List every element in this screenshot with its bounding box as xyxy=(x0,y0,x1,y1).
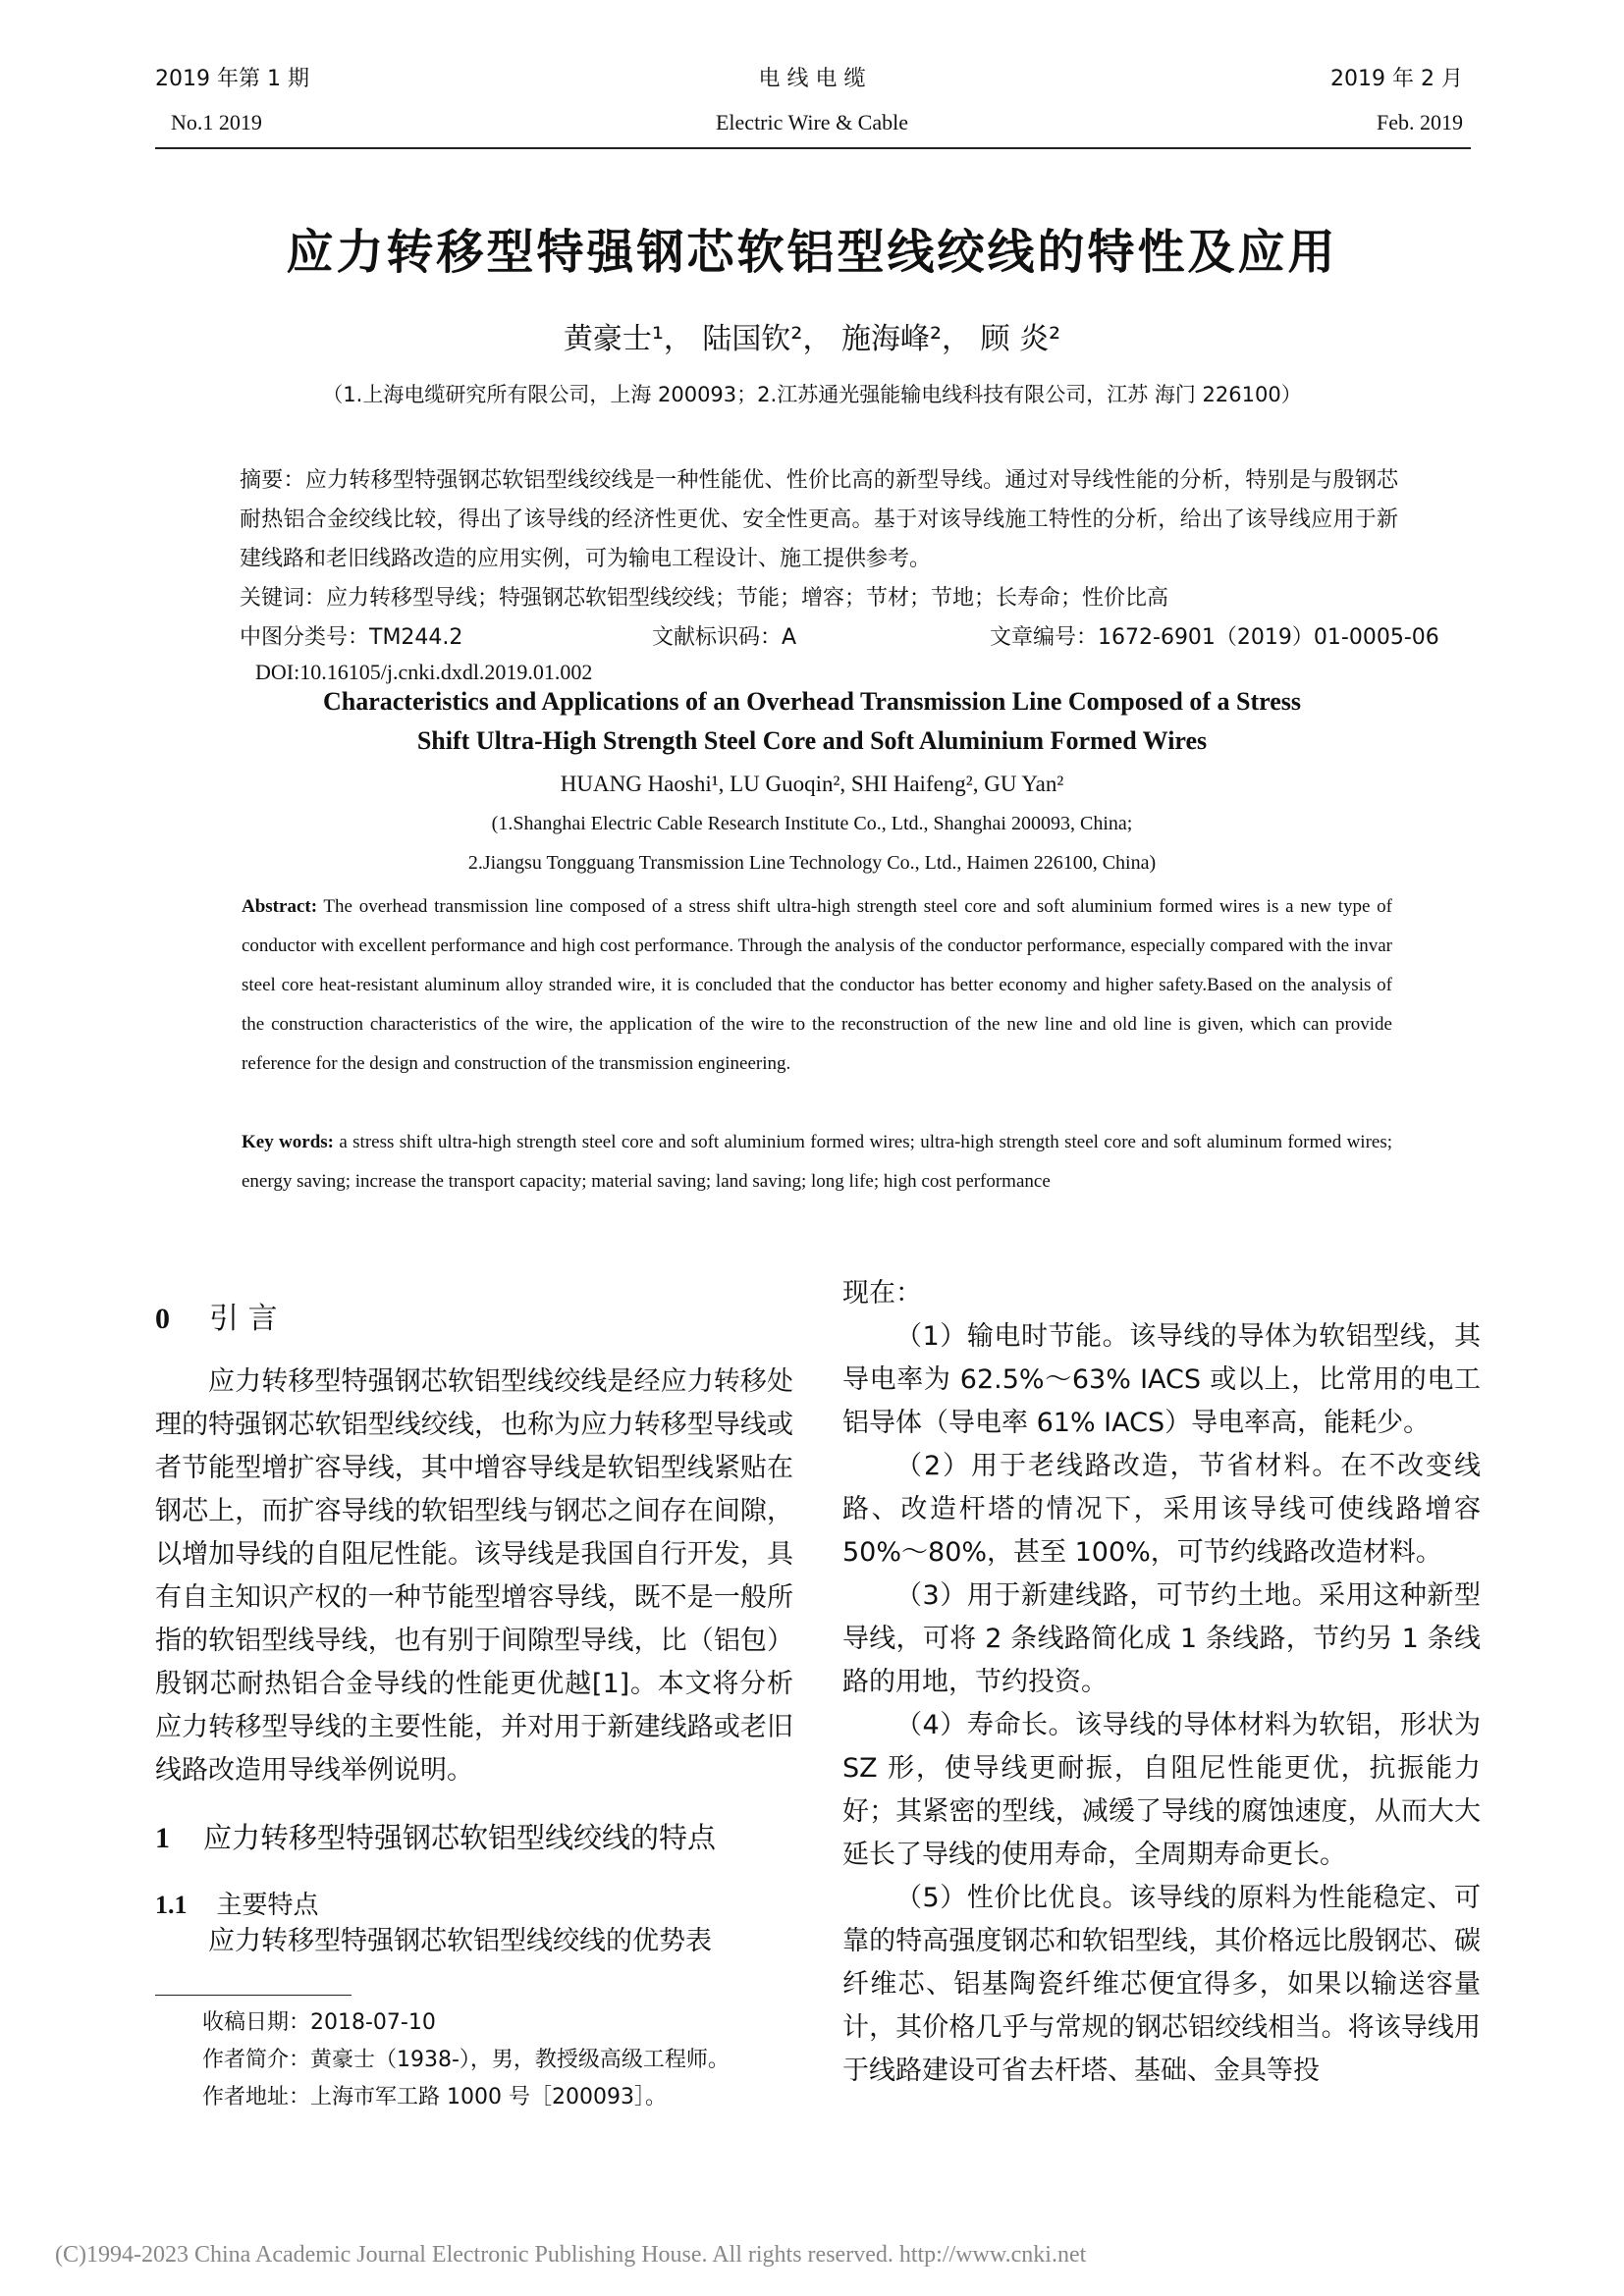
doc-value: A xyxy=(782,625,797,650)
subsection-1-1-heading xyxy=(155,1885,319,1921)
advantage-item-4: （4）寿命长。该导线的导体材料为软铝，形状为 SZ 形，使导线更耐振，自阻尼性能更优，抗振能力好；其紧密的型线，减缓了导线的腐蚀速度，从而大大延长了导线的使用寿命，全周期寿命更长。 xyxy=(842,1710,1481,1870)
footnote-author-bio: 作者简介：黄豪士（1938-），男，教授级高级工程师。 xyxy=(202,2048,730,2072)
clc-value: TM244.2 xyxy=(369,625,463,650)
abstract-en-label: Abstract: xyxy=(242,896,318,917)
header-date-en: Feb. 2019 xyxy=(1377,110,1463,134)
clc-label: 中图分类号： xyxy=(240,625,370,650)
intro-text xyxy=(155,1361,793,1792)
abstract-cn xyxy=(240,461,1398,579)
section-1-number: 1 xyxy=(155,1822,170,1854)
keywords-en-text: a stress shift ultra-high strength steel core and soft aluminium formed wires; ultra-high strength steel core and soft aluminum formed wires; energy saving; increase the transport capacity; material saving; land saving; long life; high cost performance xyxy=(242,1132,1392,1192)
section-1-heading xyxy=(155,1816,716,1856)
doi: DOI:10.16105/j.cnki.dxdl.2019.01.002 xyxy=(255,660,593,684)
section-0-heading xyxy=(155,1294,278,1337)
abstract-en-text: The overhead transmission line composed of a stress shift ultra-high strength steel core and soft aluminium formed wires is a new type of conductor with excellent performance and high cost performance. Through the analysis of the conductor performance, especially compared with the invar steel core heat-resistant aluminum alloy stranded wire, it is concluded that the conductor has better economy and higher safety.Based on the analysis of the construction characteristics of the wire, the application of the wire to the reconstruction of the new line and old line is given, which can provide reference for the design and construction of the transmission engineering. xyxy=(242,896,1392,1074)
article-title-cn: 应力转移型特强钢芯软铝型线绞线的特性及应用 xyxy=(286,225,1338,280)
keywords-en-label: Key words: xyxy=(242,1132,335,1152)
subsection-1-1-paragraph: 应力转移型特强钢芯软铝型线绞线的优势表 xyxy=(208,1926,712,1956)
subsection-1-1-text xyxy=(155,1920,793,1963)
header-date-cn: 2019 年 2 月 xyxy=(1330,67,1463,91)
right-column xyxy=(842,1272,1481,2093)
article-title-en-line2: Shift Ultra-High Strength Steel Core and Soft Aluminium Formed Wires xyxy=(416,726,1208,755)
advantage-item-2: （2）用于老线路改造，节省材料。在不改变线路、改造杆塔的情况下，采用该导线可使线路增容 50%～80%，甚至 100%，可节约线路改造材料。 xyxy=(842,1451,1481,1568)
section-0-number: 0 xyxy=(155,1303,170,1335)
advantage-item-5: （5）性价比优良。该导线的原料为性能稳定、可靠的特高强度钢芯和软铝型线，其价格远比殷钢芯、碳纤维芯、铝基陶瓷纤维芯便宜得多，如果以输送容量计，其价格几乎与常规的钢芯铝绞线相当。将该导线用于线路建设可省去杆塔、基础、金具等投 xyxy=(842,1883,1481,2086)
header-journal-en: Electric Wire & Cable xyxy=(715,110,908,134)
authors-en: HUANG Haoshi¹, LU Guoqin², SHI Haifeng², GU Yan² xyxy=(560,772,1064,796)
keywords-cn xyxy=(240,579,1398,618)
header-issue-cn: 2019 年第 1 期 xyxy=(155,67,309,91)
keywords-cn-label: 关键词： xyxy=(240,586,327,611)
keywords-cn-text: 应力转移型导线；特强钢芯软铝型线绞线；节能；增容；节材；节地；长寿命；性价比高 xyxy=(326,586,1169,611)
footnote-received: 收稿日期：2018-07-10 xyxy=(202,2010,436,2035)
header-rule xyxy=(155,147,1471,149)
header-issue-en: No.1 2019 xyxy=(171,110,262,134)
header-journal-cn: 电 线 电 缆 xyxy=(758,67,866,91)
copyright-notice: (C)1994-2023 China Academic Journal Electronic Publishing House. All rights reserved. http://www.cnki.net xyxy=(55,2242,1087,2268)
authors-cn: 黄豪士¹， 陆国钦²， 施海峰²， 顾 炎² xyxy=(563,322,1061,356)
article-label: 文章编号： xyxy=(990,625,1099,650)
footnote-address: 作者地址：上海市军工路 1000 号［200093］。 xyxy=(202,2085,667,2109)
abstract-en xyxy=(242,887,1392,1084)
intro-paragraph: 应力转移型特强钢芯软铝型线绞线是经应力转移处理的特强钢芯软铝型线绞线，也称为应力转移型导线或者节能型增扩容导线，其中增容导线是软铝型线紧贴在钢芯上，而扩容导线的软铝型线与钢芯之间存在间隙，以增加导线的自阻尼性能。该导线是我国自行开发，具有自主知识产权的一种节能型增容导线，既不是一般所指的软铝型线导线，也有别于间隙型导线，比（铝包）殷钢芯耐热铝合金导线的性能更优越[1]。本文将分析应力转移型导线的主要性能，并对用于新建线路或老旧线路改造用导线举例说明。 xyxy=(155,1366,793,1786)
affiliation-en-line1: (1.Shanghai Electric Cable Research Institute Co., Ltd., Shanghai 200093, China; xyxy=(491,813,1133,834)
article-title-en-line1: Characteristics and Applications of an Overhead Transmission Line Composed of a Stress xyxy=(322,687,1301,716)
subsection-1-1-title: 主要特点 xyxy=(216,1891,319,1920)
section-0-title: 引 言 xyxy=(209,1302,278,1336)
abstract-cn-text: 应力转移型特强钢芯软铝型线绞线是一种性能优、性价比高的新型导线。通过对导线性能的分析，特别是与殷钢芯耐热铝合金绞线比较，得出了该导线的经济性更优、安全性更高。基于对该导线施工特性的分析，给出了该导线应用于新建线路和老旧线路改造的应用实例，可为输电工程设计、施工提供参考。 xyxy=(240,468,1398,571)
affiliation-en-line2: 2.Jiangsu Tongguang Transmission Line Technology Co., Ltd., Haimen 226100, China) xyxy=(467,852,1157,874)
document-code xyxy=(652,620,796,651)
subsection-1-1-number: 1.1 xyxy=(155,1891,188,1919)
advantage-item-3: （3）用于新建线路，可节约土地。采用这种新型导线，可将 2 条线路简化成 1 条线路，节约另 1 条线路的用地，节约投资。 xyxy=(842,1580,1481,1697)
doc-label: 文献标识码： xyxy=(652,625,783,650)
clc-number xyxy=(240,620,462,651)
right-column-lead: 现在： xyxy=(842,1278,922,1308)
affiliation-cn: （1.上海电缆研究所有限公司，上海 200093；2.江苏通光强能输电线科技有限公司，江苏 海门 226100） xyxy=(322,383,1302,406)
keywords-en xyxy=(242,1123,1392,1201)
article-number xyxy=(990,620,1439,651)
advantage-item-1: （1）输电时节能。该导线的导体为软铝型线，其导电率为 62.5%～63% IACS 或以上，比常用的电工铝导体（导电率 61% IACS）导电率高，能耗少。 xyxy=(842,1321,1481,1438)
section-1-title: 应力转移型特强钢芯软铝型线绞线的特点 xyxy=(203,1821,717,1854)
article-value: 1672-6901（2019）01-0005-06 xyxy=(1098,625,1439,650)
footnote-rule xyxy=(155,1995,352,1996)
abstract-cn-label: 摘要： xyxy=(240,468,305,493)
